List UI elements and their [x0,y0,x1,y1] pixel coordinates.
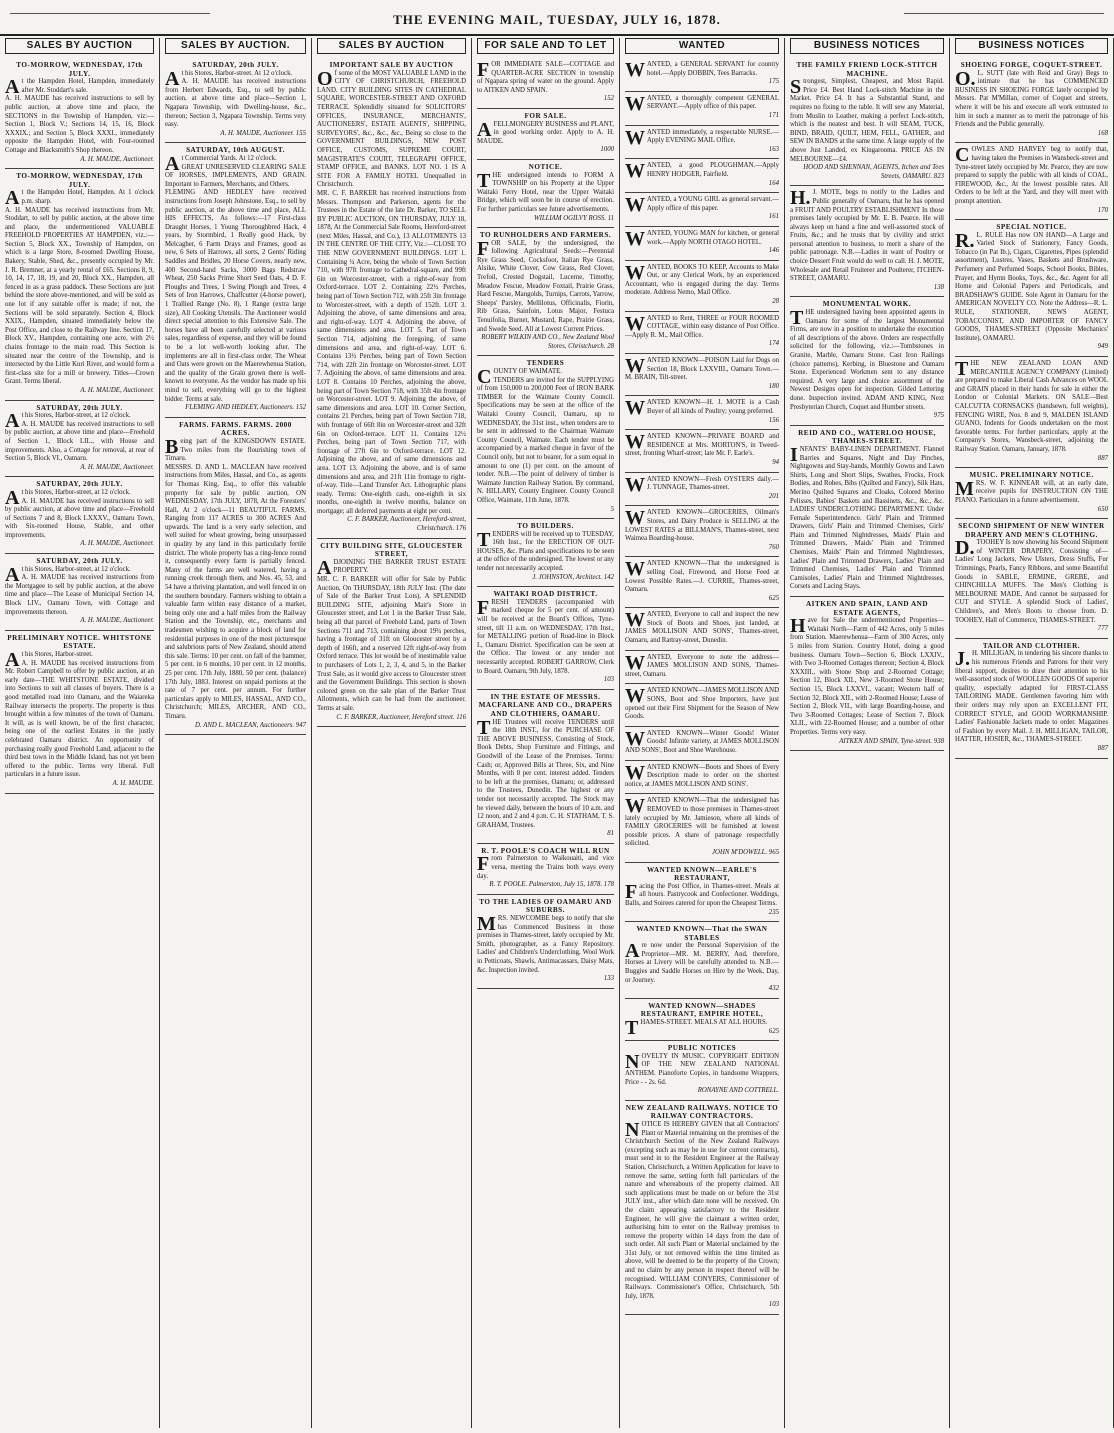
advertisement [477,228,614,356]
masthead [0,0,1114,36]
ad-signature: 201 [768,492,779,500]
ad-signature: ROBERT WILKIN AND CO., New Zealand Wool Stores, Christchurch. 28 [481,334,614,350]
advertisement [790,597,944,751]
ad-heading: WANTED KNOWN—SHADES RESTAURANT, EMPIRE HOTEL, [640,1001,764,1019]
ad-heading: SATURDAY, 20th JULY. [36,403,123,412]
ad-signature: 235 [768,908,779,916]
ad-body: From Palmerston to Waikouaiti, and vice versa, meeting the Trains both ways every day. [477,853,614,880]
advertisement [5,169,154,400]
ad-body: THE Trustees will receive TENDERS until the 18th INST., for the PURCHASE OF THE ABOVE BUSINESS, Consisting of Stock, Book Debts, Shop Furniture and Fittings, and Goodwill of the Lease of the Premises. Terms: Cash; or, Approved Bills at Three, Six, and Nine Months, with 8 per cent. interest added. Tenders to be left at the premises, Oamaru; or, addressed to the Trustees, Dunedin. The highest or any tender not necessarily accepted. The Stock may be viewed daily, between the hours of 10 a.m. and 12 noon, and 2 and 4 p.m. C. H. STATHAM, T. S. GRAHAM, Trustees. [477,716,614,829]
ad-heading: REID AND CO., WATERLOO HOUSE, THAMES-STREET. [798,428,936,446]
advertisement [955,58,1108,143]
advertisement [790,297,944,425]
advertisement [625,261,779,312]
ad-heading: TO-MORROW, WEDNESDAY, 17th JULY. [16,172,143,189]
ad-signature: 975 [933,412,944,420]
ad-signature: 5 [610,505,614,513]
ad-body: ADJOINING THE BARKER TRUST ESTATE PROPERTY. MR. C. F. BARKER will offer for Sale by Public Auction, On THURSDAY, 18th JULY Inst. (The date of Sale of the Barker Trust Lots), A SPLENDID BUILDING SITE, adjoining Mair's Store in Gloucester street, and Lot 1 in the Barker Trust Sale, being all that parcel of Freehold Land, parts of Town Sections 711 and 713, containing about 19¾ perches, having a frontage of 31ft on Gloucester street by a depth of 166ft, and a reserved 12ft right-of-way from Oxford terrace. This lot would be of inestimable value to purchasers of Lots 1, 2, 3, 4, and 5, in the Barker Trust Sale, as it would give access to Gloucester street and the Government Buildings. This section is shown colored green on the sale plan of the Barker Trust Allotments, which can be had from the auctioneer. Terms at sale. [317,556,466,712]
advertisement [625,473,779,507]
ad-signature: 174 [768,340,779,348]
ad-heading: WANTED KNOWN—EARLE'S RESTAURANT, [646,865,758,883]
ad-heading: SPECIAL NOTICE. [996,223,1067,232]
advertisement [955,357,1108,468]
ad-signature: D. AND L. MACLEAN, Auctioneers. 947 [195,721,306,729]
ad-body: At his Stores, Harbor-street, at 12 o'clock. A. H. MAUDE has received instructions from the Mortgagee to sell by public auction, at the above time and place—The Lease of Municipal Section 14, Block LIV., Oamaru Town, with Cottage and improvements thereon. [5,563,154,616]
ad-body: WANTED KNOWN—That the undersigned is selling Coal, Firewood, and Horse Feed at Lowest Possible Rates.—J. CURRIE, Thames-street, Oamaru. [625,558,779,594]
ad-heading: PUBLIC NOTICES [667,1044,737,1053]
ad-signature: FLEMING AND HEDLEY, Auctioneers. 152 [185,404,306,412]
ad-body: At the Hampden Hotel, Hampden. At 1 o'clock p.m. sharp. A. H. MAUDE has received instructions from Mr. Stoddart, to sell by public auction, at the above time and place, the undermentioned VALUABLE FREEHOLD PROPERTIES AT HAMPDEN, viz.:—Section 5, Block XX., Township of Hampden, on which is a large Store, 8-roomed Dwelling House, Bakery, Stable, Shed, &c., presently occupied by Mr. J. R. Bremner, at a yearly rental of £65. Sections 8, 9, 10, 14, 17, 18, 19, and 20, Block XX., Hampden, all fenced in as a grass paddock. These Sections are just behind the store above-mentioned, and will be sold as one lot if any suitable offer is made; if not, the Sections will be sold separately. Section 4, Block XXIX., Hampden, situated immediately below the Post Office, and close to the Railway line. Section 17, Block XV., Hampden, containing one acre, with 2½ chains frontage to the main road. This Section is situated near the centre of the Township, and is intersected by the Little Kuri River, and would form a first-class site for a mill or brewery. Titles—Crown Grant. Terms liberal. [5,187,154,386]
column-heading: BUSINESS NOTICES [955,38,1108,54]
ad-heading: IMPORTANT SALE BY AUCTION [329,61,454,69]
ad-signature: 163 [768,145,779,153]
ad-heading: R. T. POOLE'S COACH WILL RUN [481,846,610,855]
ad-body: INFANTS' BABY-LINEN DEPARTMENT. Flannel Barries and Squares, Night and Day Pinches, Nightgowns and Stay-bands, Monthly Gowns and Lawn Shirts, Long and Short Slips, Swathes, Frocks, Frock Bodies, and Robes, Bibs (Quilted and Fancy), Silk Hats, Merino Quilted Squares and Cloaks, Colored Merino Pelisses, Babies' Baskets and Bassinets, &c., &c., &c. LADIES' UNDERCLOTHING DEPARTMENT. Under Female Superintendence. Girls' Plain and Trimmed Drawers, Girls' Plain and Trimmed Chemises, Girls' Plain and Trimmed Nightdresses, Maids' Plain and Trimmed Drawers, Maids' Plain and Trimmed Chemises, Maids' Plain and Trimmed Nightdresses, Ladies' Plain and Trimmed Drawers, Ladies' Plain and Trimmed Chemises, Ladies' Plain and Trimmed Camisoles, Ladies' Plain and Trimmed Nightdresses, Corsets and Lacing Stays. [790,443,944,591]
advertisement [477,519,614,587]
ad-body: Being part of the KINGSDOWN ESTATE. Two miles from the flourishing town of Timaru. MESSRS. D. AND L. MACLEAN have received instructions from Miles, Hassal, and Co., as agents for Thomas King, Esq., to offer this valuable property for sale by public auction, ON WEDNESDAY, 17th JULY, 1878, At the Foresters' Hall, At 2 o'clock—11 BEAUTIFUL FARMS, Ranging from 117 ACRES to 300 ACRES And upwards. The land is a very early selection, and well suited for wheat growing, being unsurpassed in quality by any land in this particularly fertile district. The whole property has a ring-fence round it, consequently every farm is partially fenced. Many of the farms are well watered, having a running creek through them, and Nos. 45, 53, and 54 have a thriving plantation, and well fenced in on the southern boundary. Farmers wishing to obtain a valuable farm within easy distance of a market, being only one and a half miles from the Railway Station and the Township, etc., merchants and tradesmen wishing to acquire a block of land for residential purposes in one of the most picturesque and salubrious parts of New Zealand, should attend this sale. Terms: 10 per cent. on fall of the hammer, 5 per cent. in 6 months, 10 per cent. in 12 months, 25 per cent. 17th July, 1880, 50 per cent. (balance) 17th July, 1883. Interest on unpaid portions at the rate of 7 per cent. per annum. For further particulars apply to MILES, HASSAL, AND CO., Christchurch; MILES, ARCHER, AND CO., Timaru. [165,435,306,720]
ad-body: AFELLMONGERY BUSINESS and PLANT, in good working order. Apply to A. H. MAUDE. [477,118,614,145]
ad-heading: SATURDAY, 20th JULY. [192,61,279,69]
ad-body: THE undersigned intends to FORM A TOWNSHIP on his Property at the Upper Waitaki Ferry Hotel, near the Upper Waitaki Bridge, which will soon be in course of erection. For further particulars see future advertisements. [477,169,614,213]
column-3 [312,38,472,1428]
ad-signature: RONAYNE AND COTTRELL. [697,1087,779,1095]
ad-heading: IN THE ESTATE OF MESSRS. MACFARLANE AND CO., DRAPERS AND CLOTHIERS, OAMARU. [478,692,613,718]
ad-signature: WILLIAM OGILVY ROSS. 11 [533,214,614,222]
ad-signature: 81 [607,830,614,838]
masthead-rule-right [904,13,1104,14]
column-5 [620,38,785,1428]
ad-signature: A. H. MAUDE, Auctioneer. [80,617,154,625]
advertisement [625,1101,779,1315]
ad-body: At the Hampden Hotel, Hampden, immediately after Mr. Stoddart's sale. A. H. MAUDE has received instructions to sell by public auction, at above time and place, the SECTIONS in the Township of Hampden, viz:—Section 1, Block V.; Sections 14, 15, 16, Block XXXIX.; and Section 5, Block XXXI., immediately opposite the Hampden Hotel, with Four-roomed Cottage and Blacksmith's Shop thereon. [5,76,154,154]
advertisement [955,220,1108,357]
advertisement [625,651,779,685]
ad-body: THE undersigned having been appointed agents in Oamaru for some of the largest Monumental Firms, are now in a position to undertake the execution of all descriptions of the above. Orders are respectfully solicited for the following, viz.:—Tombstones in Granite, Marble, Oamaru Stone. Cast Iron Railings (choice patterns), Kerbing, in Bluestone and Oamaru Stone. Experienced Workmen sent to any distance required. A very large and choice assortment of the Newest Designs open for inspection. Gilded Lettering done. Inspection invited. ADAM AND KING, Next Presbyterian Church, Coquet and Humber streets. [790,307,944,411]
column-heading: SALES BY AUCTION [5,38,154,54]
advertisement [625,557,779,608]
column-heading: SALES BY AUCTION [317,38,466,54]
ad-signature: 156 [768,416,779,424]
ad-body: Strongest, Simplest, Cheapest, and Most Rapid. Price £4. Best Hand Lock-stitch Machine in the Market. Price £4. It has a Substantial Stand, and requires no fixing to the table. It will sew any Material, from Muslin to Leather, making a perfect Lock-stitch, which is the neatest and best. It will SEAM, TUCK, BIND, BRAID, QUILT, HEM, FELL, GATHER, and SEW IN BANDS at the same time. A large supply of the above Just Landed, ex Kingarooma. PRICE AS IN MELBOURNE—£4. [790,76,944,163]
ad-body: At his Stores, Harbor-street, at 12 o'clock. A. H. MAUDE has received instructions to sell by public auction, at above time and place—Freehold of Sections 7 and 8, Block LXXXV., Oamaru Town, with Six-roomed House, Stable, and other improvements. [5,486,154,539]
advertisement [625,92,779,126]
ad-body: WANTED to Rent, THREE or FOUR ROOMED COTTAGE, within easy distance of Post Office.—Apply R. M., Mail Office. [625,312,779,339]
ad-body: Of some of the MOST VALUABLE LAND in the CITY OF CHRISTCHURCH, FREEHOLD LAND. CITY BUILDING SITES IN CATHEDRAL SQUARE, WORCESTER-STREET AND OXFORD TERRACE. Splendidly situated for SOLICITORS' OFFICES, INSURANCE, MERCHANTS', AUCTIONEERS', ESTATE AGENTS', SHIPPING, SURVEYORS', &c., &c., &c., Being so close to the GOVERNMENT BUILDINGS, NEW POST OFFICE, CUSTOMS, SUPREME COURT, MAGISTRATE'S COURT, TELEGRAPH OFFICE, STAMP OFFICE, and BANKS. LOT NO. 1 IS A SITE FOR A FAMILY HOTEL Unequalled in Christchurch. MR. C. F. BARKER has received instructions from Messrs. Thompson and Parkerson, agents for the Trustees in the Estate of the late Dr. Barker, TO SELL BY PUBLIC AUCTION, ON THURSDAY, JULY 18, 1878, At the Commercial Sale Rooms, Hereford-street (next Miles, Hassal, and Co.), 13 ALLOTMENTS 13 IN THE CENTRE OF THE CITY, Viz.:—CLOSE TO THE NEW GOVERNMENT BUILDINGS. LOT 1. Containing ¼ Acre, being the whole of Town Section 710, with 97ft frontage to Cathedral-square, and 99ft 6in on Worcester-street, with a right-of-way from Oxford-terrace. LOT 2. Containing 22½ Perches, being part of Town Section 712, with 25ft 3in frontage to Worcester-street, with a depth of 152ft. LOT 3. Adjoining the above, of same dimensions and area, and right-of-way. LOT 4. Adjoining the above, of same dimensions and area. LOT 5. Part of Town Section 714, adjoining the foregoing, of same dimensions and area, and right-of-way. LOT 6. Contains 13½ Perches, being part of Town Section 714, with 22ft 2in frontage on Worcester-street. LOT 7. Adjoining the above, of same dimensions and area. LOT 8. Contains 10 Perches, adjoining the above, being part of Town Section 718, with 35ft 4in frontage on Worcester-street. LOT 9. Adjoining the above, of same dimensions and area. LOT 10. Corner Section, contains 21 Perches, being part of Town Section 718, with frontage of 66ft 8in on Worcester-street and 32ft 6in on Oxford-terrace. LOT 11. Contains 12½ Perches, being part of Town Section 717, with frontage of 27ft 6in to Oxford-terrace. LOT 12. Adjoining the above, and of same dimensions and area. LOT 13. Adjoining the above, and is of same dimensions and area, and 21ft 11in frontage to right-of-way. Title—Land Transfer Act. Lithographic plans ready. Terms: One-eighth cash, one-eighth in six months, one-eighth in twelve months, balance on mortgage; all deferred payments at eight per cent. [317,67,466,515]
ad-signature: 777 [1097,625,1108,633]
ad-heading: FARMS. FARMS. FARMS. 2000 ACRES. [179,420,292,438]
column-heading: SALES BY AUCTION. [165,38,306,54]
ad-heading: TO RUNHOLDERS AND FARMERS. [479,231,612,240]
ad-body: WANTED, a GENERAL SERVANT for country hotel.—Apply DOBBIN, Tees Barracks. [625,59,779,81]
advertisement [477,587,614,690]
ad-body: WANTED KNOWN—Winter Goods! Winter Goods! Infinite variety, at JAMES MOLLISON AND SONS', Boot and Shoe Warehouse. [625,727,779,754]
advertisement [477,356,614,519]
column-heading: FOR SALE AND TO LET [477,38,614,54]
advertisement [477,895,614,989]
ad-body: WANTED KNOWN—That the undersigned has REMOVED to those premises in Thames-street lately occupied by Mr. Jamieson, where all kinds of FAMILY GROCERIES will be furnished at lowest possible prices. A share of patronage respectfully solicited. [625,795,779,848]
ad-body: THE NEW ZEALAND LOAN AND MERCANTILE AGENCY COMPANY (Limited) are prepared to make Liberal Cash Advances on WOOL and GRAIN placed in their hands for sale in either the London or Colonial Markets. ON SALE—Best CALCUTTA CORNSACKS (handsewn, full weights), FENCING WIRE, Nos. 8 and 9, MALDEN ISLAND GUANO, Indents for Goods undertaken on the most favorable terms. For further particulars, apply at the Company's Stores, Wansbeck-street, adjoining the Railway Station. Oamaru, January, 1878. [955,358,1108,453]
ad-body: WANTED KNOWN—H. J. MOTE is a Cash Buyer of all kinds of Poultry; young preferred. [625,397,779,420]
ad-signature: 164 [768,179,779,187]
advertisement [477,109,614,160]
ad-heading: AITKEN AND SPAIN, LAND AND ESTATE AGENTS, [805,600,929,617]
column-heading: BUSINESS NOTICES [790,38,944,54]
advertisement [5,554,154,631]
ad-heading: WANTED KNOWN—That the SWAN STABLES [636,925,768,942]
ad-body: FRESH TENDERS (accompanied with marked cheque for 5 per cent. of amount) will be received at the Board's Offices, Tyne-street, till 11 a.m. on WEDNESDAY, 17th Inst., for METALLING portion of Road-line in Block I., Oamaru District. Specification can be seen at the Office. The lowest or any tender not necessarily accepted. ROBERT GARROW, Clerk to Board. Oamaru, 9th July, 1878. [477,596,614,675]
advertisement [625,354,779,396]
ad-signature: 171 [768,111,779,119]
ad-signature: 949 [1097,343,1108,351]
newspaper-title: THE EVENING MAIL, TUESDAY, JULY 16, 1878. [393,12,721,27]
ad-body: WANTED, BOOKS TO KEEP, Accounts to Make Out, or any Clerical Work, by an experienced Accountant, who is engaged during the day. Terms moderate. Address Nemo, Mail Office. [625,261,779,297]
advertisement [5,477,154,554]
advertisement [955,519,1108,639]
ad-signature: 146 [768,247,779,255]
column-1 [0,38,160,1428]
ad-heading: THE FAMILY FRIEND LOCK-STITCH MACHINE. [796,61,938,78]
ad-signature: C. F. BARKER, Auctioneer, Hereford-street, Christchurch. 176 [347,516,466,533]
advertisement [625,922,779,999]
ad-signature: A. H. MAUDE, Auctioneer. [80,155,154,163]
advertisement [625,999,779,1041]
ad-body: At his Stores, Harbor-street, at 12 o'clock. A. H. MAUDE has received instructions to sell by public auction, at above time and place—Freehold of Section 1, Block LIL., with House and improvements. Also, a Cottage for removal, at rear of Section 5, Block VI., Oamaru. [5,410,154,463]
ad-signature: J. JOHNSTON, Architect. 142 [532,573,614,581]
advertisement [625,863,779,923]
advertisement [165,143,306,417]
ad-heading: TAILOR AND CLOTHIER. [982,641,1081,650]
ad-body: WANTED, a good PLOUGHMAN.—Apply HENRY HODGER, Fairfield. [625,160,779,183]
advertisement [625,312,779,354]
advertisement [625,227,779,261]
ad-body: WANTED KNOWN—JAMES MOLLISON AND SONS, Boot and Shoe Importers, have just opened out their First Shipment for the Season of New Goods. [625,685,779,721]
ad-body: WANTED, a thoroughly competent GENERAL SERVANT.—Apply office of this paper. [625,92,779,115]
ad-body: THAMES-STREET. MEALS AT ALL HOURS. [625,1017,768,1040]
advertisement [317,58,466,539]
ad-signature: JOHN M'DOWELL. 965 [712,848,779,856]
ad-body: FOR IMMEDIATE SALE—COTTAGE and QUARTER-ACRE SECTION in township of Ngapara spring of water on the ground. Apply to AITKEN AND SPAIN. [477,59,614,94]
ad-body: At his Stores, Harbor-street. At 12 o'clock. A. H. MAUDE has received instructions from Herbert Edwards, Esq., to sell by public auction, at above time and place—Section 1, Ngapara Township, with Dwelling-house, &c., thereon; Section 3, Ngapara Township. Terms very easy. [165,67,306,129]
advertisement [625,126,779,160]
ad-body: WANTED KNOWN—PRIVATE BOARD and RESIDENCE at Mrs. MORTON'S, in Tweed-street, fronting Wharf-street; late Mr. F. Earle's. [625,431,779,458]
advertisement [5,58,154,169]
ad-body: WANTED immediately, a respectable NURSE.—Apply EVENING MAIL Office. [625,126,779,149]
ad-body: R.L. RULE Has now ON HAND—A Large and Varied Stock of Stationery, Fancy Goods, Tobacco (in Pat Ib.), Cigars, Cigarettes, Pipes (splendid assortment), Lustres, Vases, Baskets and Brushware, Perfumery and Perfumed Soaps, School Books, Bibles, Prayer, and Hymn Books, Toys, &c., &c. Agent for all Home and Colonial Papers and Periodicals, and BRADSHAW'S GUIDE. Sole Agent in Oamaru for the AMERICAN NOVELTY CO. Note the Address—R. L. RULE, STATIONER, NEWS AGENT, TOBACCONIST, AND IMPORTER OF FANCY GOODS, THAMES-STREET (Opposite Mechanics' Institute), OAMARU. [955,229,1108,342]
advertisement [955,468,1108,519]
advertisement [5,631,154,794]
ad-body: H.J. MOTE, begs to notify to the Ladies and Public generally of Oamaru, that he has opened a FRUIT AND POULTRY ESTABLISHMENT In those premises lately occupied by Mr. E. B. Pearce. He will always keep on hand a fine and well-assorted stock of Fruits, &c.; and he trusts that by civility and strict personal attention to business, to merit a share of the public patronage. N.B.—Ladies in want of Poultry or choice Dessert Fruit would do well to call. H. J. MOTE, Wholesale and Retail Fruiterer and Poulterer, ITCHEN-STREET, OAMARU. [790,187,944,283]
advertisement [477,844,614,895]
ad-signature: A. H. MAUDE, Auctioneer. [80,463,154,471]
ad-heading: WAITAKI ROAD DISTRICT. [493,590,598,599]
ad-signature: A. H. MAUDE, Auctioneer. 155 [220,129,306,137]
ad-body: At his Stores, Harbor-street. A. H. MAUDE has received instructions from Mr. Robert Campbell to offer by public auction, at an early date—THE WHITSTONE ESTATE, divided into Sections to suit all classes of buyers. There is a good metalled road into Oamaru, and the Waiareka Railway intersects the property. The property is thus brought within a few minutes of the town of Oamaru. It will, as is well known, be of the first character, being one of the earliest Estates in the justly celebrated Oamaru district. An opportunity of purchasing really good Freehold Land, adjacent to the third best town in the Middle Island, has not yet been offered to the public. Terms very liberal. Full particulars in a future issue. [5,649,154,779]
advertisement [625,430,779,472]
advertisement [625,761,779,795]
ad-signature: 887 [1097,744,1108,752]
ad-signature: 103 [603,676,614,684]
column-6 [785,38,950,1428]
advertisement [477,160,614,228]
ad-signature: 103 [768,1301,779,1309]
column-heading: WANTED [625,38,779,54]
ad-heading: TO THE LADIES OF OAMARU AND SUBURBS. [479,897,612,915]
advertisement [625,396,779,430]
ad-heading: TO-MORROW, WEDNESDAY, 17th JULY. [16,61,143,78]
ad-heading: SATURDAY, 20th JULY. [36,480,123,489]
ad-body: WANTED, Everyone to note the address—JAMES MOLLISON AND SONS, Thames-street, Oamaru. [625,651,779,678]
ad-signature: 1000 [600,146,614,154]
advertisement [625,193,779,227]
advertisement [625,794,779,862]
ad-signature: 152 [603,95,614,103]
ad-body: WANTED, Everyone to call and inspect the new Stock of Boots and Shoes, just landed, at JAMES MOLLISON AND SONS', Thames-street, Oamaru, and Rattray-street, Dunedin. [625,609,779,645]
ad-heading: NEW ZEALAND RAILWAYS. NOTICE TO RAILWAY CONTRACTORS. [625,1103,779,1121]
advertisement [625,1041,779,1101]
advertisement [625,684,779,726]
ad-signature: A. H. MAUDE, Auctioneer. [80,540,154,548]
ad-body: NOVELTY IN MUSIC. COPYRIGHT EDITION OF THE NEW ZEALAND NATIONAL ANTHEM. Pianoforte Copies, in handsome Wrappers, Price - - 2s. 6d. [625,1050,779,1086]
ad-signature: 180 [768,382,779,390]
ad-body: O.L. SUTT (late with Reid and Gray) Begs to intimate that he has COMMENCED BUSINESS IN SHOEING FORGE lately occupied by Messrs. Pat M'Millan, corner of Coquet and streets, where it will be his and execute all work entrusted to him in such a manner as to merit the patronage of his Friends and the Public generally. [955,67,1108,129]
ad-heading: TENDERS [526,359,565,368]
ad-signature: R. T. POOLE. Palmerston, July 15, 1878. 178 [489,881,614,889]
ad-signature: 94 [772,458,779,466]
advertisement [790,58,944,186]
ad-signature: 133 [603,975,614,983]
ad-body: NOTICE IS HEREBY GIVEN that all Contractors' Plant or Material remaining on the premises of the Christchurch Section of the New Zealand Railways (excepting such as may be in use for current contracts), must send in to the Resident Engineer at the Railway Station, Christchurch, a Written Application for leave to remove the same, setting forth full particulars of the nature and whereabouts of the property claimed. All such applications must be made on or before the 31st JULY inst., after which date none will be received. On the claim appearing satisfactory to the Resident Engineer, he will give the claimant a written order, authorising him to enter on the Railway premises to remove the property within 14 days from the date of such order. All such Plant or Material unclaimed by the 31st July, or not removed within the time limited as above, will be deemed to be the property of the Crown; and no claim by any person in respect thereof will be recognised. WILLIAM CONYERS, Commissioner of Railways. Commissioner's Office, Christchurch, 5th July, 1878. [625,1118,779,1300]
ad-body: At Commercial Yards. At 12 o'clock. GREAT UNRESERVED CLEARING SALE OF HORSES, IMPLEMENTS, AND GRAIN. Important to Farmers, Merchants, and Others. FLEMING AND HEDLEY have received instructions from Joseph Johnstone, Esq., to sell by public auction, at the above time and place, ALL HIS EFFECTS, As follows:—17 First-class Draught Horses, 1 Young Thoroughbred Hack, 4 years, by Stormbird, 1 Really good Hack, by Melcagher, 6 Farm Drays and Frames, good as new, 6 Sets of Harrows, all sorts, 2 Gents' Riding Saddles and Bridles, 20 Horse Covers, nearly new, 400 Second-hand Sacks, 3000 Bags Redstraw Wheat, 250 Sacks Prime Short Seed Oats, 4 D. F. Ploughs and Trees, 1 Swing Plough and Trees, 4 Sets of Iron Harrows, Chaffcutter (4-horse power), 1 Trallied Range (No. 8), 1 Range (extra large size), All Cooking Utensils. The Auctioneer would direct special attention to this Extensive Sale. The horses have all been carefully selected at various sales, regardless of expense, and they will be found to be a lot well-worth looking after. The implements are all in first-class order. The Wheat and Oats were grown on the Maerewhenua Station, and the quality of the Grain grown there is well-known to everyone. As the vendor has made up his mind to sell, everything will go to the highest bidder. Terms at sale. [165,152,306,403]
advertisement [317,539,466,727]
column-7 [950,38,1114,1428]
ad-signature: AITKEN AND SPAIN, Tyne-street. 938 [839,737,944,745]
ad-heading: PRELIMINARY NOTICE. WHITSTONE ESTATE. [7,633,152,651]
ad-signature: A. H. MAUDE, Auctioneer. [80,386,154,394]
ad-signature: 760 [768,543,779,551]
ad-body: COUNTY OF WAIMATE. TENDERS are invited for the SUPPLYING of from 150,000 to 200,000 Feet of IRON BARK TIMBER for the Waimate County Council. Specifications may be seen at the office of the Waitaki County Council, Oamaru, up to WEDNESDAY, the 31st inst., when tenders are to be sent in addressed to the Chairman Waimate County Council, Waimate. Each tender must be accompanied by a marked cheque in favor of the Council only, but not to bearer, for a sum equal in amount to one (1) per cent. on the amount of tender. N.B.—The point of delivery of timber is Waimate Junction Railway Station. By command, N. HILLARY, County Engineer. County Council Office, Waimate, 11th June, 1878. [477,366,614,504]
advertisement [625,727,779,761]
ad-signature: A. H. MAUDE. [112,779,154,787]
ad-heading: MONUMENTAL WORK. [822,300,912,309]
ad-body: J.H. MILLIGAN, in tendering his sincere thanks to his numerous Friends and Patrons for their very liberal support, desires to draw their attention to his well-assorted stock of WOOLLEN GOODS Of superior quality, especially adapted for FIRST-CLASS TAILORING MADE. Gentlemen favoring him with their orders may rely upon an EXCELLENT FIT, CORRECT STYLE, and GOOD WORKMANSHIP. Ladies' Fashionable Jackets made to order. Magazines of Fashion by every Mail. J. H. MILLIGAN, TAILOR, HATTER, HOSIER, &c., THAMES-STREET. [955,648,1108,744]
ad-body: TENDERS will be received up to TUESDAY, 16th Inst., for the ERECTION OF OUT-HOUSES, &c. Plans and specifications to be seen at the office of the undersigned. The lowest or any tender not necessarily accepted. [477,528,614,573]
ad-body: WANTED, a YOUNG GIRL as general servant.—Apply office of this paper. [625,194,779,217]
advertisement [955,143,1108,220]
ad-heading: SECOND SHIPMENT OF NEW WINTER DRAPERY AND MEN'S CLOTHING. [958,522,1105,539]
ad-signature: 161 [768,213,779,221]
ad-body: WANTED KNOWN—POISON Laid for Dogs on Section 18, Block LXXVIII., Oamaru Town.—M. BRAIN, Tilt-street. [625,355,779,382]
ad-signature: 175 [768,78,779,86]
ad-heading: TO BUILDERS. [517,522,574,531]
ad-body: WANTED KNOWN—GROCERIES, Oilman's Stores, and Dairy Produce is SELLING at the LOWEST RATES at BILLMAN'S, Thames-street, next Waimea Boarding-house. [625,507,779,543]
advertisement [477,690,614,844]
column-2 [160,38,312,1428]
ad-body: WANTED, YOUNG MAN for kitchen, or general work.—Apply NORTH OTAGO HOTEL. [625,227,779,250]
ad-signature: 650 [1097,505,1108,513]
ad-body: FOR SALE, by the undersigned, the following Agricultural Seeds:—Perennial Rye Grass Seed, Cocksfoot, Italian Rye Grass, Alsike, White Clover, Cow Grass, Red Clover, Trefoil, Crested Dogstail, Lucerne, Timothy, Meadow Fescue, Meadow Foxtail, Prairie Grass, Hard Fescue, Mangolds, Turnips, Carrots, Yarrow, Sheeps' Parsley, Mellilotus, Officinalis, Fiorin, Rib Grass, Sainfoin, Lotus Major, Festuca Tenuifolia, Burnet, Mustard, Rape, Prairie Grass, and Swede Seed. All at Lowest Current Prices. [477,237,614,333]
advertisement [625,506,779,557]
advertisement [625,608,779,650]
ad-body: MRS. NEWCOMBE begs to notify that she has Commenced Business in those premises in Thames-street, lately occupied by Mr. Smith, photographer, as a Fancy Repository. Ladies' and Children's Underclothing, Wool Work in Petticoats, Shawls, Antimacassars, Daisy Mats, &c. Inspection invited. [477,913,614,974]
ad-heading: NOTICE. [528,162,563,171]
ad-body: Are now under the Personal Supervision of the Proprietor—MR. M. BERRY, And, therefore, Horses at Livery will be carefully attended to. N.B.—Buggies and Saddle Horses on Hire by the Week, Day, or Journey. [625,940,779,984]
ad-signature: C. F. BARKER, Auctioneer, Hereford street. 116 [336,713,466,721]
ad-heading: SATURDAY, 10th AUGUST. [186,146,285,155]
advertisement [790,426,944,597]
ad-heading: SATURDAY, 20th JULY. [36,557,123,566]
ad-signature: 625 [768,594,779,602]
advertisement [5,401,154,478]
ad-body: MRS. W. F. KINNEAR will, at an early date, receive pupils for INSTRUCTION ON THE PIANO. Particulars in a future advertisement. [955,477,1108,504]
ad-signature: 138 [933,283,944,291]
advertisement [477,58,614,109]
ad-body: D.TOOHEY Is now showing his Second Shipment of WINTER DRAPERY, Consisting of—Ladies' Long Jackets, New Ulsters, Dress Stuffs, Fur Trimmings, Pearls, Fancy Ribbons, and some Beautiful Goods in SABLE, ERMINE, GREBE, and CHINCHILLA MUFFS. The Men's Clothing is MELBOURNE MADE, And cannot be surpassed for CUT and STYLE. A splendid Stock of Ladies', Children's, and Men's Boots to choose from. D. TOOHEY, Hall of Commerce, THAMES-STREET. [955,537,1108,624]
ad-signature: 28 [772,298,779,306]
ad-body: Have for Sale the undermentioned Properties—Waitaki North—Farm of 442 Acres, only 5 miles from Station. Maerewhenua—Farm of 300 Acres, only 5 miles from Station. Country Hotel, doing a good business. Oamaru Town—Section 6, Block LXXIV., with Two 3-Roomed Cottages thereon; Section 4, Block XXXIII., with Stone Shop and 2-Roomed Cottage; Section 12, Block XII., New 3-Roomed Stone House; Section 15, Block LXXVI., vacant; Western half of Section 32, Block XII., with 2-Roomed House; Lease of Section 2, Block VII., with large Boarding-house, and Two 3-Roomed Cottages; Lease of Section 7, Block XLIL, with 22-Roomed House; and a number of other Properties. Terms very easy. [790,615,944,736]
ad-heading: MUSIC. PRELIMINARY NOTICE. [969,471,1094,480]
ad-heading: SHOEING FORGE, COQUET-STREET. [960,61,1103,69]
ad-signature: 170 [1097,206,1108,214]
ad-heading: FOR SALE. [524,111,567,120]
advertisement [625,58,779,92]
ad-signature: HOOD AND SHENNAN, AGENTS, Itchen and Tees Streets, OAMARU. 823 [803,164,944,180]
advertisement [165,418,306,735]
ad-body: Facing the Post Office, in Thames-street. Meals at all hours. Pastrycook and Confectioner. Weddings, Balls, and Soirees catered for upon the Cheapest Terms. [625,880,779,907]
ad-signature: 887 [1097,454,1108,462]
advertisement [955,639,1108,759]
ad-body: WANTED KNOWN—Fresh OYSTERS daily.—J. TUNNAGE, Thames-street. [625,473,779,496]
ad-body: COWLES AND HARVEY beg to notify that, having taken the Premises in Wansbeck-street and Tyne-street lately occupied by Mr. Pearce, they are now prepared to supply the public with all kinds of COAL, FIREWOOD, &c., At the lowest possible rates. All Orders to be left at the Yard, and they will meet with prompt attention. [955,144,1108,205]
advertisement [625,159,779,193]
advertisement [165,58,306,143]
column-4 [472,38,620,1428]
ad-signature: 625 [768,1027,779,1035]
ad-heading: CITY BUILDING SITE, GLOUCESTER STREET, [320,541,463,559]
ad-signature: 432 [768,985,779,993]
advertisement [790,186,944,297]
ad-signature: 168 [1097,129,1108,137]
ad-body: WANTED KNOWN—Boots and Shoes of Every Description made to order on the shortest notice, at JAMES MOLLISON AND SONS'. [625,761,779,788]
